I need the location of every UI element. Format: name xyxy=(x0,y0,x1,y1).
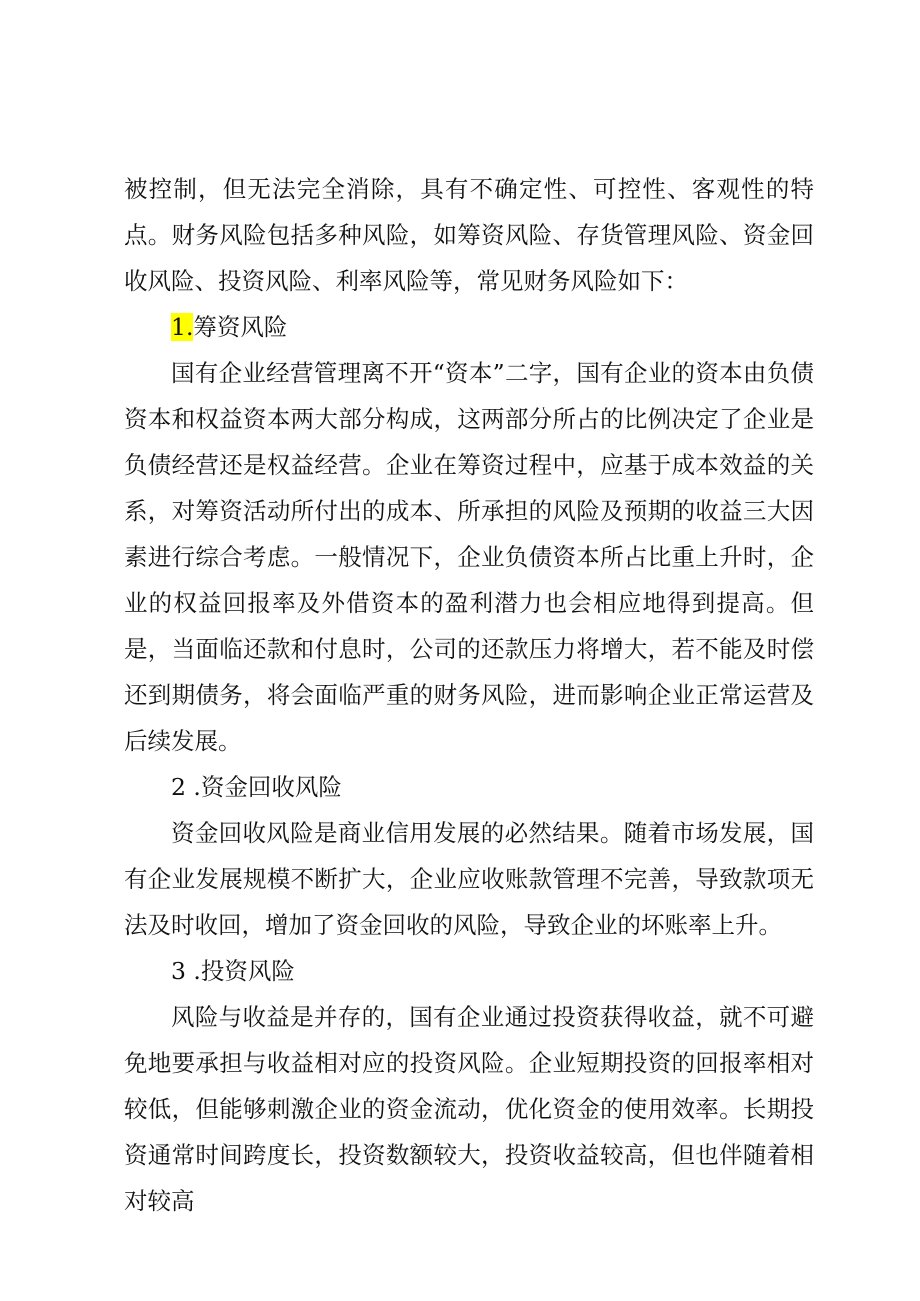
section-heading-financing-risk xyxy=(124,304,814,350)
document-body xyxy=(124,166,814,1224)
intro-paragraph: 被控制，但无法完全消除，具有不确定性、可控性、客观性的特点。财务风险包括多种风险，如筹资风险、存货管理风险、资金回收风险、投资风险、利率风险等，常见财务风险如下： xyxy=(124,175,814,295)
section-heading-label: 筹资风险 xyxy=(193,313,288,341)
section-paragraph-investment-risk: 风险与收益是并存的，国有企业通过投资获得收益，就不可避免地要承担与收益相对应的投资风险。企业短期投资的回报率相对较低，但能够刺激企业的资金流动，优化资金的使用效率。长期投资通常时间跨度长，投资数额较大，投资收益较高，但也伴随着相对较高 xyxy=(124,1003,814,1215)
section-heading-fund-recovery-risk xyxy=(124,764,814,810)
section-number: 3 xyxy=(171,957,186,985)
section-paragraph-financing-risk: 国有企业经营管理离不开“资本”二字，国有企业的资本由负债资本和权益资本两大部分构成，这两部分所占的比例决定了企业是负债经营还是权益经营。企业在筹资过程中，应基于成本效益的关系，对筹资活动所付出的成本、所承担的风险及预期的收益三大因素进行综合考虑。一般情况下，企业负债资本所占比重上升时，企业的权益回报率及外借资本的盈利潜力也会相应地得到提高。但是，当面临还款和付息时，公司的还款压力将增大，若不能及时偿还到期债务，将会面临严重的财务风险，进而影响企业正常运营及后续发展。 xyxy=(124,359,814,755)
section-heading-label: .资金回收风险 xyxy=(185,773,342,801)
section-heading-investment-risk xyxy=(124,948,814,994)
highlighted-section-number: 1. xyxy=(171,313,194,341)
section-heading-label: .投资风险 xyxy=(185,957,295,985)
section-number: 2 xyxy=(171,773,186,801)
section-paragraph-fund-recovery-risk: 资金回收风险是商业信用发展的必然结果。随着市场发展，国有企业发展规模不断扩大，企业应收账款管理不完善，导致款项无法及时收回，增加了资金回收的风险，导致企业的坏账率上升。 xyxy=(124,819,814,939)
